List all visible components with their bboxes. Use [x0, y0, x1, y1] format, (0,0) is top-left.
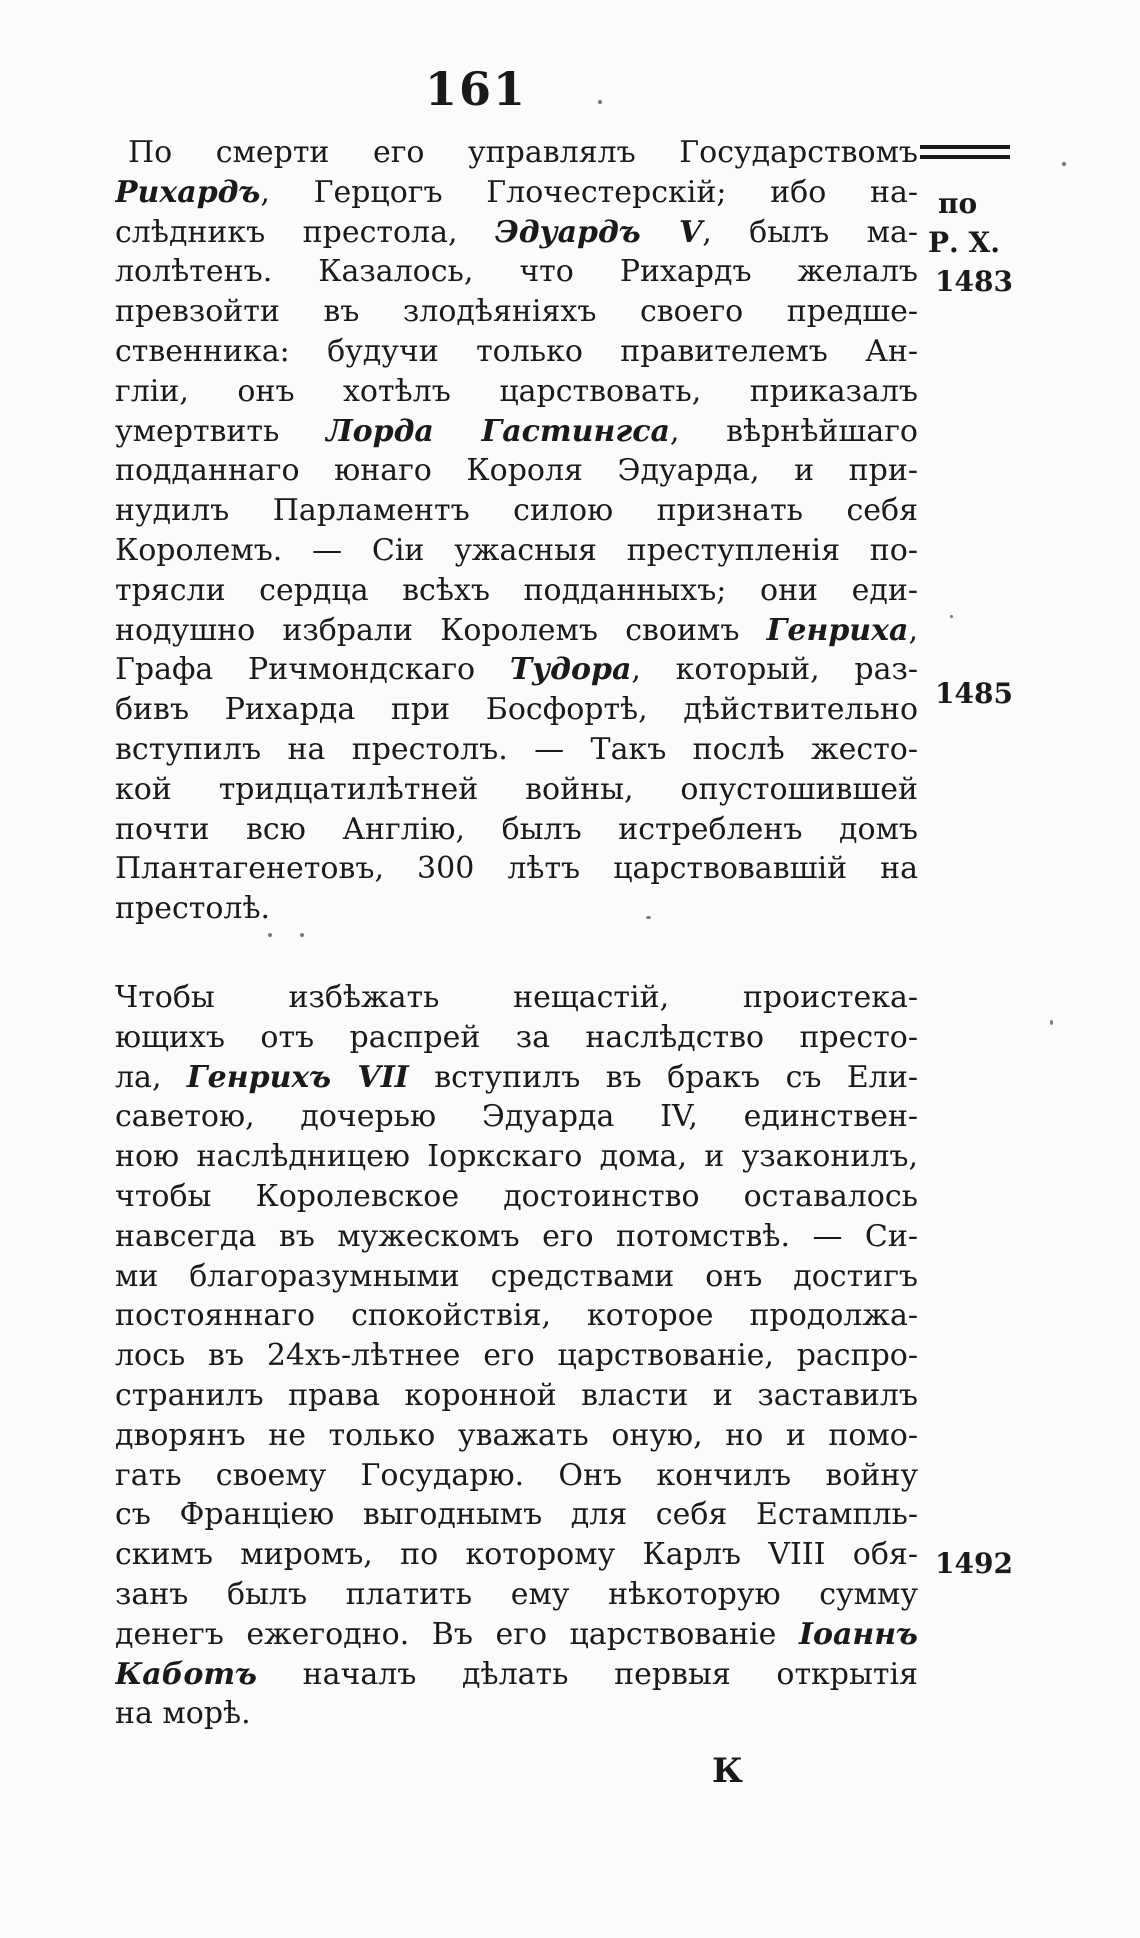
margin-note-rx: Р. Х.	[928, 226, 1001, 259]
text-line: чтобы Королевское достоинство оставалось	[115, 1178, 918, 1214]
text-line: Королемъ. — Сіи ужасныя преступленія по-	[115, 532, 918, 568]
text-line: По смерти его управлялъ Государствомъ	[128, 135, 918, 170]
text-line: ла, Генрихъ VII вступилъ въ бракъ съ Ели-	[115, 1059, 918, 1095]
scan-speck	[950, 615, 953, 618]
text-line: Каботъ началъ дѣлать первыя открытія	[115, 1656, 918, 1692]
margin-note-year-1483: 1483	[935, 265, 1013, 298]
name-lord-hastings: Лорда Гастингса	[326, 413, 670, 449]
text-line: Плантагенетовъ, 300 лѣтъ царствовавшій на	[115, 851, 918, 887]
text-line: гать своему Государю. Онъ кончилъ войну	[115, 1457, 918, 1493]
text-line: нодушно избрали Королемъ своимъ Генриха,	[115, 612, 918, 648]
text-line: ющихъ отъ распрей за наслѣдство престо-	[115, 1019, 918, 1055]
text-line: ственника: будучи только правителемъ Ан-	[115, 333, 918, 369]
text-line: трясли сердца всѣхъ подданныхъ; они еди-	[115, 572, 918, 608]
text-line: навсегда въ мужескомъ его потомствѣ. — Си-	[115, 1218, 918, 1254]
text-line: вступилъ на престолъ. — Такъ послѣ жесто-	[115, 731, 918, 767]
text-line: кой тридцатилѣтней войны, опустошившей	[115, 771, 918, 807]
name-rikhard: Рихардъ	[115, 174, 261, 210]
text-line: нудилъ Парламентъ силою признать себя	[115, 493, 918, 529]
text-line: съ Франціею выгоднымъ для себя Естампль-	[115, 1497, 918, 1533]
name-ioann: Іоаннъ	[798, 1616, 918, 1652]
text-line: престолѣ.	[115, 891, 271, 927]
text-line: саветою, дочерью Эдуарда IV, единствен-	[115, 1099, 918, 1135]
text-line: слѣдникъ престола, Эдуардъ V, былъ ма-	[115, 214, 918, 250]
name-eduard-v: Эдуардъ V	[494, 214, 703, 250]
text-line: бивъ Рихарда при Босфортѣ, дѣйствительно	[115, 692, 918, 728]
margin-note-po: по	[938, 187, 978, 220]
catchword: К	[712, 1751, 743, 1791]
text-line: странилъ права коронной власти и заставилъ	[115, 1377, 918, 1413]
scan-speck	[1050, 1020, 1053, 1025]
scan-speck	[646, 916, 651, 919]
page-number: 161	[425, 62, 528, 116]
margin-note-year-1492: 1492	[935, 1547, 1013, 1580]
name-kabot: Каботъ	[115, 1656, 257, 1692]
text-line: скимъ миромъ, по которому Карлъ VIII обя-	[115, 1537, 918, 1573]
text-line: занъ былъ платить ему нѣкоторую сумму	[115, 1576, 918, 1612]
text-line: Чтобы избѣжать нещастій, проистека-	[115, 980, 918, 1015]
scan-speck	[268, 933, 272, 937]
text-line: лось въ 24хъ-лѣтнее его царствованіе, распро-	[115, 1338, 918, 1374]
text-line: лолѣтенъ. Казалось, что Рихардъ желалъ	[115, 254, 918, 290]
scan-speck	[1062, 162, 1066, 166]
text-line: денегъ ежегодно. Въ его царствованіе Іоаннъ	[115, 1616, 918, 1652]
text-line: умертвить Лорда Гастингса, вѣрнѣйшаго	[115, 413, 918, 449]
text-line: гліи, онъ хотѣлъ царствовать, приказалъ	[115, 373, 918, 409]
text-line: почти всю Англію, былъ истребленъ домъ	[115, 811, 918, 847]
name-tudor: Тудора	[509, 652, 632, 688]
text-line: ною наслѣдницею Іоркскаго дома, и узаконилъ,	[115, 1139, 918, 1175]
text-line: превзойти въ злодѣяніяхъ своего предше-	[115, 294, 918, 330]
text-line: на морѣ.	[115, 1696, 251, 1732]
decorative-rule	[920, 145, 1010, 159]
text-line: ми благоразумными средствами онъ достигъ	[115, 1258, 918, 1294]
margin-note-year-1485: 1485	[935, 677, 1013, 710]
text-line: постояннаго спокойствія, которое продолжа-	[115, 1298, 918, 1334]
name-genrikh: Генриха	[766, 612, 909, 648]
text-line: Графа Ричмондскаго Тудора, который, раз-	[115, 652, 918, 688]
text-line: подданнаго юнаго Короля Эдуарда, и при-	[115, 453, 918, 489]
text-line: дворянъ не только уважать оную, но и помо-	[115, 1417, 918, 1453]
paragraph-1	[115, 133, 918, 929]
scan-speck	[300, 933, 304, 937]
scan-speck	[598, 100, 602, 104]
paragraph-2	[115, 978, 918, 1734]
name-genrikh-vii: Генрихъ VII	[186, 1059, 409, 1095]
text-line: Рихардъ, Герцогъ Глочестерскій; ибо на-	[115, 174, 918, 210]
